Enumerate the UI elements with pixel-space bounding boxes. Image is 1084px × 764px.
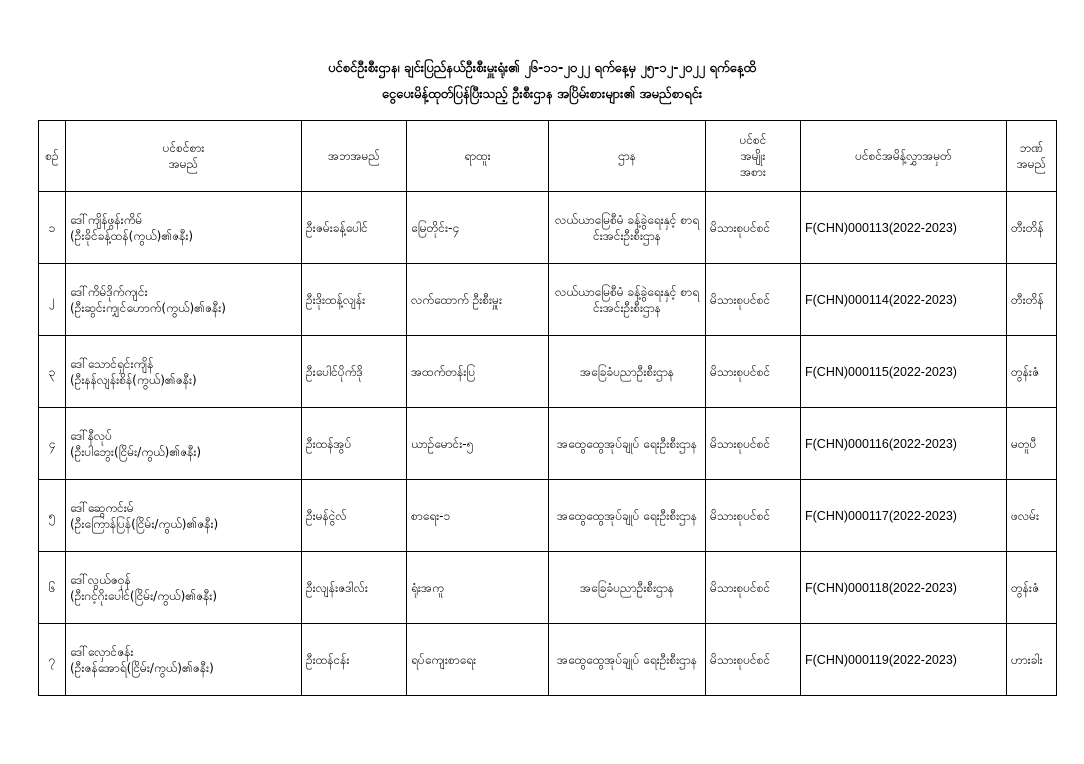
cell-department: အခြေခံပညာဦးစီးဌာန (549, 336, 706, 408)
header-bank-line2: အမည် (1016, 157, 1047, 171)
cell-order-no: F(CHN)000118(2022-2023) (801, 552, 1007, 624)
pensioner-name: ဒေါ်ကိမ်ဒိုက်ကျင်း (70, 284, 148, 299)
table-header-row (39, 121, 1057, 192)
cell-order-no: F(CHN)000116(2022-2023) (801, 408, 1007, 480)
cell-no: ၄ (39, 408, 66, 480)
cell-position: ရုံးအကူ (407, 552, 549, 624)
page-subtitle: ငွေပေးမိန့်ထုတ်ပြန်ပြီးသည့် ဦးစီးဌာန အပြိမ်းစားများ၏ အမည်စာရင်း (381, 87, 703, 102)
spouse-note: (ဦးဇန်အောရ်(ငြိမ်း/ကွယ်)၏ဇနီး) (70, 660, 214, 675)
cell-father: ဦးလျန်းဇဒါလ်း (302, 552, 407, 624)
cell-position: လက်ထောက် ဦးစီးမှူး (407, 264, 549, 336)
pensioner-name: ဒေါ်ကျိန်ဖွန်းကိမ် (70, 212, 143, 227)
header-father: အဘအမည် (302, 121, 407, 192)
spouse-note: (ဦးခိုင်ခန့်ထန်(ကွယ်)၏ဇနီး) (70, 228, 194, 243)
header-bank (1007, 121, 1057, 192)
cell-type: မိသားစုပင်စင် (706, 192, 801, 264)
cell-bank: မတူပီ (1007, 408, 1057, 480)
cell-father: ဦးဒိုးထန့်လျန်း (302, 264, 407, 336)
cell-no: ၁ (39, 192, 66, 264)
cell-type: မိသားစုပင်စင် (706, 624, 801, 696)
table-row (39, 408, 1057, 480)
cell-no: ၃ (39, 336, 66, 408)
pensioner-table (38, 120, 1057, 696)
cell-name (66, 408, 302, 480)
cell-department: အခြေခံပညာဦးစီးဌာန (549, 552, 706, 624)
cell-order-no: F(CHN)000119(2022-2023) (801, 624, 1007, 696)
cell-no: ၆ (39, 552, 66, 624)
cell-bank: တွန်းဇံ (1007, 552, 1057, 624)
header-position: ရာထူး (407, 121, 549, 192)
header-type-line1: ပင်စင် (739, 133, 767, 147)
cell-father: ဦးဇမ်းခန့်ပေါင် (302, 192, 407, 264)
header-name-line2: အမည် (168, 157, 199, 171)
cell-father: ဦးပေါင်ပိုက်ဒို (302, 336, 407, 408)
cell-position: ယာဉ်မောင်း-၅ (407, 408, 549, 480)
cell-name (66, 552, 302, 624)
cell-position: ရပ်ကျေးစာရေး (407, 624, 549, 696)
page-title: ပင်စင်ဦးစီးဌာန၊ ချင်းပြည်နယ်ဦးစီးမှူးရုံး၏ ၂၆-၁၁-၂၀၂၂ ရက်နေ့မှ ၂၅-၁၂-၂၀၂၂ ရက်နေ့ထိ (327, 61, 757, 76)
cell-type: မိသားစုပင်စင် (706, 408, 801, 480)
cell-name (66, 192, 302, 264)
cell-bank: ဖလမ်း (1007, 480, 1057, 552)
cell-order-no: F(CHN)000117(2022-2023) (801, 480, 1007, 552)
header-bank-line1: ဘဏ် (1019, 141, 1044, 155)
cell-order-no: F(CHN)000115(2022-2023) (801, 336, 1007, 408)
cell-name (66, 264, 302, 336)
cell-no: ၅ (39, 480, 66, 552)
cell-bank: တီးတိန် (1007, 264, 1057, 336)
spouse-note: (ဦးကြောန်ပြန်(ငြိမ်း/ကွယ်)၏ဇနီး) (70, 516, 219, 531)
cell-department: အထွေထွေအုပ်ချုပ် ရေးဦးစီးဌာန (549, 624, 706, 696)
cell-type: မိသားစုပင်စင် (706, 480, 801, 552)
header-type (706, 121, 801, 192)
cell-no: ၇ (39, 624, 66, 696)
cell-father: ဦးမန်ငွဲလ် (302, 480, 407, 552)
cell-position: မြေတိုင်း-၄ (407, 192, 549, 264)
header-type-line3: အစား (740, 165, 766, 179)
table-row (39, 264, 1057, 336)
spouse-note: (ဦးပါဘွေး(ငြိမ်း/ကွယ်)၏ဇနီး) (70, 444, 202, 459)
cell-father: ဦးထန်ငန်း (302, 624, 407, 696)
cell-bank: ဟားခါး (1007, 624, 1057, 696)
header-type-line2: အမျိုး (740, 149, 766, 163)
table-row (39, 192, 1057, 264)
cell-department: အထွေထွေအုပ်ချုပ် ရေးဦးစီးဌာန (549, 480, 706, 552)
cell-no: ၂ (39, 264, 66, 336)
pensioner-name: ဒေါ်နီလုပ် (70, 428, 113, 443)
pensioner-name: ဒေါ်ဆွေကင်းမ် (70, 500, 134, 515)
pensioner-name: ဒေါ်သောင်ရှင်းကျိန် (70, 356, 154, 371)
header-no: စဉ် (39, 121, 66, 192)
cell-name (66, 624, 302, 696)
pensioner-name: ဒေါ်လွယ်ဇဝုန် (70, 572, 131, 587)
pensioner-name: ဒေါ်လှောင်ဇန်း (70, 644, 134, 659)
cell-bank: တီးတိန် (1007, 192, 1057, 264)
cell-department: လယ်ယာမြေစီမံ ခန့်ခွဲရေးနှင့် စာရင်းအင်းဦးစီးဌာန (549, 264, 706, 336)
spouse-note: (ဦးနန်လျန်းစိန်(ကွယ်)၏ဇနီး) (70, 372, 197, 387)
header-department: ဌာန (549, 121, 706, 192)
cell-order-no: F(CHN)000114(2022-2023) (801, 264, 1007, 336)
spouse-note: (ဦးဆွင်းကျှင်ဟောက်(ကွယ်)၏ဇနီး) (70, 300, 226, 315)
header-name (66, 121, 302, 192)
cell-department: အထွေထွေအုပ်ချုပ် ရေးဦးစီးဌာန (549, 408, 706, 480)
table-row (39, 624, 1057, 696)
header-order-no: ပင်စင်အမိန့်လွှာအမှတ် (801, 121, 1007, 192)
cell-father: ဦးထန်အွပ် (302, 408, 407, 480)
cell-name (66, 336, 302, 408)
cell-order-no: F(CHN)000113(2022-2023) (801, 192, 1007, 264)
header-name-line1: ပင်စင်စား (162, 141, 205, 155)
cell-type: မိသားစုပင်စင် (706, 552, 801, 624)
cell-name (66, 480, 302, 552)
table-row (39, 552, 1057, 624)
table-row (39, 480, 1057, 552)
cell-bank: တွန်းဇံ (1007, 336, 1057, 408)
cell-type: မိသားစုပင်စင် (706, 264, 801, 336)
cell-type: မိသားစုပင်စင် (706, 336, 801, 408)
cell-position: စာရေး-၁ (407, 480, 549, 552)
spouse-note: (ဦးဂင့်ဂိုးပေါင်(ငြိမ်း/ကွယ်)၏ဇနီး) (70, 588, 218, 603)
cell-department: လယ်ယာမြေစီမံ ခန့်ခွဲရေးနှင့် စာရင်းအင်းဦးစီးဌာန (549, 192, 706, 264)
cell-position: အထက်တန်းပြ (407, 336, 549, 408)
table-row (39, 336, 1057, 408)
